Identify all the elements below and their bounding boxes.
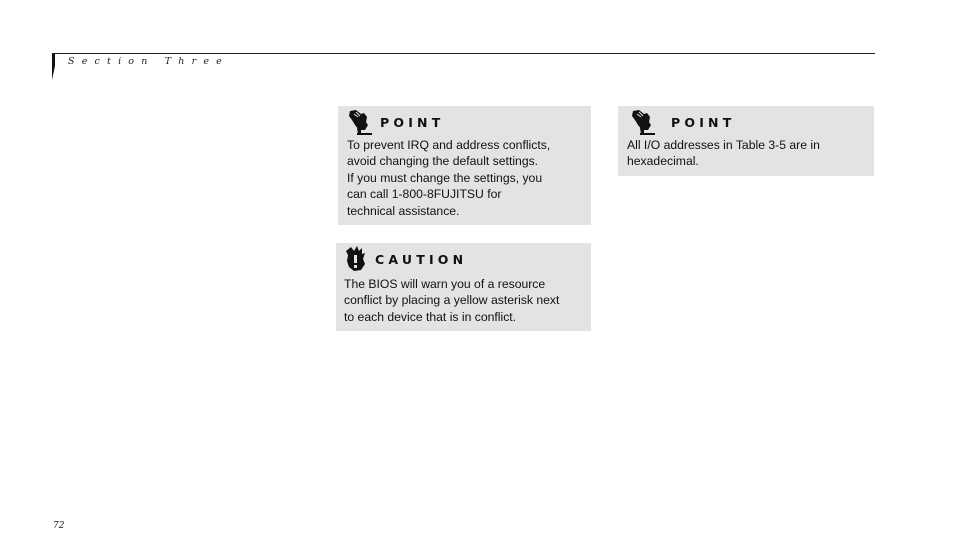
point-note-header xyxy=(345,108,444,136)
caution-hand-icon xyxy=(342,245,370,273)
caution-note-header xyxy=(342,245,467,273)
header-rule xyxy=(52,53,875,54)
point-note-line: avoid changing the default settings. xyxy=(347,154,539,169)
caution-note-line: conflict by placing a yellow asterisk next xyxy=(344,293,560,308)
point-note-line: To prevent IRQ and address conflicts, xyxy=(347,138,551,152)
point-note-hex xyxy=(618,106,874,176)
point-title: POINT xyxy=(380,114,445,130)
caution-note-line: The BIOS will warn you of a resource xyxy=(344,277,546,291)
section-label: Section Three xyxy=(68,56,230,67)
point-note-header xyxy=(628,108,735,136)
caution-note-line: to each device that is in conflict. xyxy=(344,309,517,324)
point-note-line: technical assistance. xyxy=(347,203,460,218)
point-note-body xyxy=(627,137,820,170)
header-tick-mark xyxy=(52,54,55,80)
point-note-line: hexadecimal. xyxy=(627,154,699,169)
point-note-line: can call 1-800-8FUJITSU for xyxy=(347,187,502,202)
caution-title: CAUTION xyxy=(375,251,468,267)
pointing-hand-icon xyxy=(628,108,656,136)
point-note-body xyxy=(347,137,550,219)
page-number: 72 xyxy=(53,521,65,531)
point-note-irq xyxy=(338,106,591,225)
caution-note-bios xyxy=(336,243,591,331)
point-note-line: If you must change the settings, you xyxy=(347,170,543,185)
pointing-hand-icon xyxy=(345,108,373,136)
caution-note-body xyxy=(344,276,559,325)
point-title: POINT xyxy=(671,114,736,130)
point-note-line: All I/O addresses in Table 3-5 are in xyxy=(627,138,820,152)
